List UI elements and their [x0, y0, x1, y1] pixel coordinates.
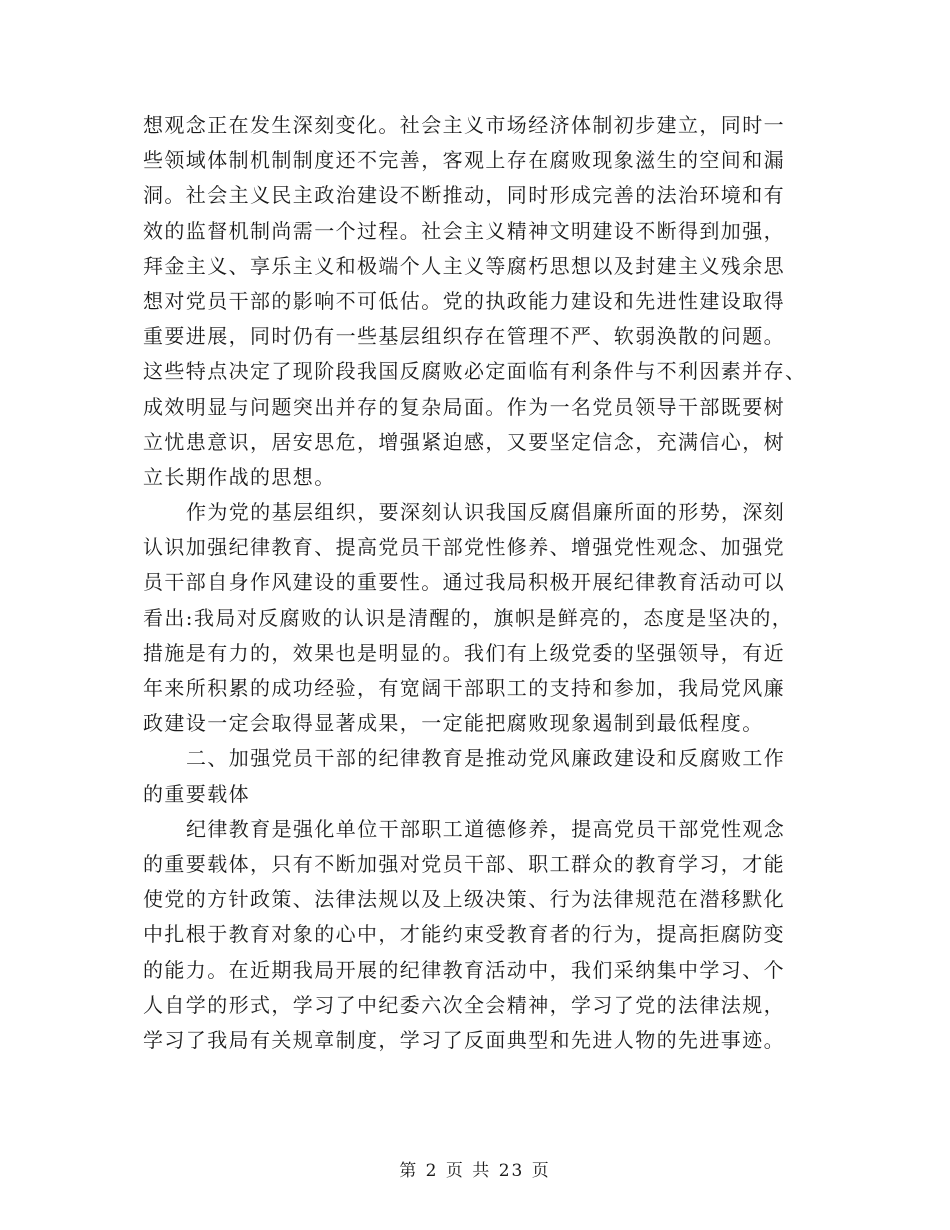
- text-line: 拜金主义、享乐主义和极端个人主义等腐朽思想以及封建主义残余思: [143, 253, 785, 278]
- text-line: 使党的方针政策、法律法规以及上级决策、行为法律规范在潜移默化: [143, 887, 785, 912]
- text-line: 人自学的形式，学习了中纪委六次全会精神，学习了党的法律法规，: [143, 992, 785, 1017]
- text-line: 立长期作战的思想。: [143, 464, 336, 489]
- text-line: 作为党的基层组织，要深刻认识我国反腐倡廉所面的形势，深刻: [186, 500, 786, 525]
- text-line: 纪律教育是强化单位干部职工道德修养，提高党员干部党性观念: [186, 816, 786, 841]
- text-line: 年来所积累的成功经验，有宽阔干部职工的支持和参加，我局党风廉: [143, 676, 785, 700]
- text-line: 立忧患意识，居安思危，增强紧迫感，又要坚定信念，充满信心，树: [143, 429, 785, 454]
- text-line: 些领域体制机制制度还不完善，客观上存在腐败现象滋生的空间和漏: [143, 148, 785, 173]
- text-line: 想对党员干部的影响不可低估。党的执政能力建设和先进性建设取得: [143, 288, 785, 313]
- text-line: 重要进展，同时仍有一些基层组织存在管理不严、软弱涣散的问题。: [143, 324, 785, 349]
- body-text: [143, 108, 813, 1058]
- text-line: 看出:我局对反腐败的认识是清醒的，旗帜是鲜亮的，态度是坚决的，: [143, 605, 794, 630]
- text-line: 的重要载体，只有不断加强对党员干部、职工群众的教育学习，才能: [143, 851, 785, 876]
- section-heading-line: 的重要载体: [143, 781, 250, 806]
- text-line: 成效明显与问题突出并存的复杂局面。作为一名党员领导干部既要树: [143, 394, 785, 419]
- section-heading-line: 二、加强党员干部的纪律教育是推动党风廉政建设和反腐败工作: [186, 746, 786, 771]
- text-line: 认识加强纪律教育、提高党员干部党性修养、增强党性观念、加强党: [143, 535, 785, 560]
- text-line: 效的监督机制尚需一个过程。社会主义精神文明建设不断得到加强，: [143, 218, 785, 243]
- text-line: 想观念正在发生深刻变化。社会主义市场经济体制初步建立，同时一: [143, 113, 785, 137]
- text-line: 政建设一定会取得显著成果，一定能把腐败现象遏制到最低程度。: [143, 711, 764, 736]
- text-line: 的能力。在近期我局开展的纪律教育活动中，我们采纳集中学习、个: [143, 957, 785, 982]
- text-line: 洞。社会主义民主政治建设不断推动，同时形成完善的法治环境和有: [143, 183, 785, 208]
- text-line: 这些特点决定了现阶段我国反腐败必定面临有利条件与不利因素并存、: [143, 359, 807, 384]
- page-number-footer: 第 2 页 共 23 页: [399, 1161, 551, 1181]
- text-line: 员干部自身作风建设的重要性。通过我局积极开展纪律教育活动可以: [143, 570, 785, 595]
- text-line: 措施是有力的，效果也是明显的。我们有上级党委的坚强领导，有近: [143, 640, 785, 665]
- text-line: 学习了我局有关规章制度，学习了反面典型和先进人物的先进事迹。: [143, 1027, 785, 1052]
- text-line: 中扎根于教育对象的心中，才能约束受教育者的行为，提高拒腐防变: [143, 922, 785, 947]
